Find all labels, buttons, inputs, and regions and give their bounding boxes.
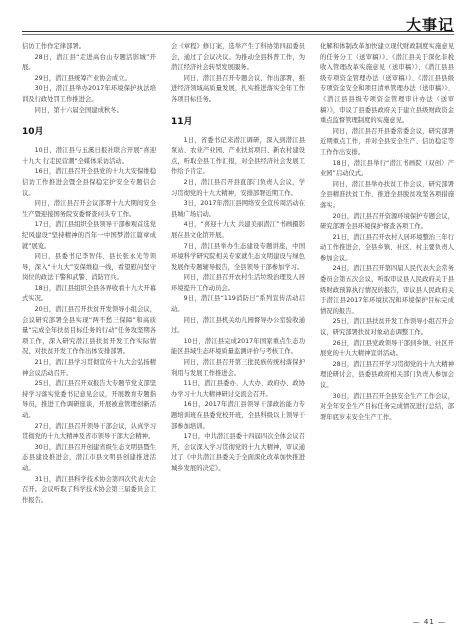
section-title: 大事记 [405,16,454,34]
header-rule-thin [22,34,454,35]
text-column-1 [22,42,156,612]
chronicle-entry: 10日，潜江县与玉溪日报社联合开展“喜迎十九大 行走民营潮”全媒体采访活动。 [22,147,156,165]
chronicle-entry: 30日，潜江县举办2017年环境保护执法培训及行政处罚工作推进会。 [22,85,156,103]
month-heading: 10月 [22,127,44,138]
chronicle-entry: 26日，潜江县党政领导干部到乡镇、社区开展党的十九大精神宣讲活动。 [320,339,454,358]
chronicle-entry: 30日，潜江县召开创建省级生态文明县暨生态县建设推进会，潜江市县文明县创建推进活动。 [22,443,156,472]
chronicle-entry: 3日，2017年潜江县网络安全宣传周活动在县城广场启动。 [171,200,305,218]
header-rule [22,31,454,32]
chronicle-entry: 17日，中共潜江县委十四届四次全体会议召开，会议深入学习贯彻党的十九大精神，审议通过了《中共潜江县委关于全面深化改革加快推进城乡发展的决定》。 [171,433,305,472]
text-column-3 [320,42,454,612]
chronicle-entry: 29日，潜江县统筹产业协会成立。 [34,74,131,82]
chronicle-entry: 同日，潜江县召开农村生活垃圾治理及人居环境提升工作动员会。 [171,274,305,292]
chronicle-entry: 1日，省委书记来潜江调研，深入到潜江县泵站、农业产业园、产业扶贫项目、新农村建设点，听取全县工作汇报，对全县经济社会发展工作给予肯定。 [171,136,305,176]
chronicle-entry: 会《章程》修订案，选举产生了科协第四届委员会，通过了会议决议。为推动全县科普工作，为潜江经济社会转型发展服务。 [171,43,305,72]
chronicle-entry: 同日，潜江县召开县委常委会议，研究部署近期重点工作，并对全县安全生产、信访稳定等工作作出安排。 [320,127,454,156]
chronicle-entry: 21日，潜江县学习贯彻宣传十九大会弘扬精神会议活动召开。 [22,359,156,377]
chronicle-entry: 2日，潜江县召开县直部门负责人会议，学习贯彻党的十九大精神，安排部署近期工作。 [171,178,305,197]
chronicle-entry: 20日，潜江县召开扶贫开发领导小组会议，会议研究部署全县实现“两不愁三保障”和高质量“完成全年扶贫目标任务的行动”任务攻坚期各项工作，深入研究潜江县扶贫开发工作实际情况，对扶贫开发工作作出体安排部署。 [22,306,156,356]
chronicle-entry: 10日，潜江县完成2017年国家重点生态功能区县域生态环境质量监测评价与考核工作。 [171,337,305,356]
chronicle-entry: 21日，潜江县召开农村人居环境整治三年行动工作推进会，全县乡镇、社区、村主要负责人参加会议。 [320,233,454,262]
chronicle-entry: 化解和体制改革加快建立现代财政制度实施意见的任务分工（送审稿）》、《潜江县关于深化非税收入管理改革实施意见（送审稿）》、《潜江县县级专项资金管理办法（送审稿）》、《潜江县县级专项资金安全和项目清单管理办法（送审稿）》、《潜江县县级专项资金管理审计办法（送审稿）》，审议了县委县政府关于建立县级财政资金重点监督管理制度的实施意见。 [320,43,454,125]
chronicle-entry: 16日，潜江县召开全县党的十九大安保维稳信访工作推进会暨全县保稳定护安全专题信会议。 [22,168,156,197]
chronicle-entry: 18日，潜江县组织全县各界收看十九大开幕式实况。 [22,284,156,303]
chronicle-entry: 30日，潜江县召开全县安全生产工作会议，对全年安全生产目标任务完成情况进行总结，部署年底岁末安全生产工作。 [320,392,454,421]
chronicle-entry: 同日，潜江县举办扶贫工作会议，研究部署全县精准扶贫工作，推进全县脱贫攻坚各项措施落实。 [320,180,454,209]
chronicle-entry: 同日，县委书记李智伟、县长张永光等领导，深入“十九大”安保维稳一线，看望慰问坚守岗位的政法干警和武警、消防官兵。 [22,253,156,282]
chronicle-entry: 28日，潜江县召开学习贯彻党的十九大精神理论研讨会，县委县政府相关部门负责人参加会议。 [320,360,454,389]
chronicle-entry: 11日，潜江县委办、人大办、政府办、政协办学习十九大精神研讨交流会召开。 [171,380,305,398]
chronicle-entry: 25日，潜江县召开双报告大专题节党支部坚持学习落实党委书记意见会议，开展教育专题指导员，推进工作调研座谈，开展被意管理创新活动。 [22,380,156,419]
chronicle-entry: 20日，潜江县召开资源环境保护专题会议，研究部署全县环境保护督查各项工作。 [320,212,454,231]
chronicle-entry: 同日，潜江县机关幼儿园督导办公室验收通过。 [171,316,305,335]
chronicle-entry: 18日，潜江县举行“潜江书画院（双创）产业园”启动仪式。 [320,159,454,178]
page-number: — 41 — [412,618,446,626]
text-column-2 [171,42,305,612]
chronicle-entry: 7日，潜江县举办生态建设专题讲座，中国环境科学研究院相关专家就生态文明建设与绿色发展作专题辅导报告，全县领导干部参加学习。 [171,242,305,271]
chronicle-entry: 16日，2017年潜江县领导干部政治能力专题培训班在县委党校开班，全县科级以上领导干部参加培训。 [171,401,305,430]
chronicle-entry: 同日，潜江县召开第三批民族传统村落保护利用与发展工作推进会。 [171,359,305,377]
chronicle-entry: 31日，潜江县科学技术协会第四次代表大会召开。会议听取了科学技术协会第三届委员会工作报告。 [22,475,156,504]
chronicle-entry: 27日，潜江县召开领导干部会议，认真学习贯彻党的十九大精神及省市领导干部大会精神。 [22,422,156,441]
chronicle-entry: 信访工作作定律部署。 [22,43,85,50]
chronicle-entry: 同日，潜江县召开会议部署十九大期间安全生产暨迎接国务院安委督查问头专工作。 [22,200,156,218]
chronicle-entry: 同日，第十六届全国建成秋冬。 [34,106,123,114]
chronicle-entry: 4日，“喜迎十九大 共建美丽潜江”书画摄影展在县文化馆开展。 [171,221,305,239]
chronicle-entry: 17日，潜江县组织全县领导干部参观首选党纪风建设“坚持精神的百年一中国梦潜江篇章成就”展览。 [22,221,156,250]
chronicle-entry: 24日，潜江县召开第四届人民代表大会常务委员会第五次会议，听取审议县人民政府关于县级财政预算执行情况的报告，审议县人民政府关于潜江县2017年环境状况和环境保护目标完成情况的报告。 [320,265,454,315]
chronicle-entry: 25日，潜江县扶贫开发工作领导小组召开会议，研究部署扶贫对象动态调整工作。 [320,318,454,337]
chronicle-entry: 同日，潜江县召开专题会议、作出部署，推进经济领域高质量发展，扎实推进落实全年工作各项目标任务。 [171,74,305,103]
chronicle-entry: 28日，潜江县“走进高台山专题活影城”开展。 [22,53,156,72]
month-heading: 11月 [171,116,193,127]
chronicle-entry: 9日，潜江县“119消防日”系列宣传活动启动。 [171,295,305,314]
